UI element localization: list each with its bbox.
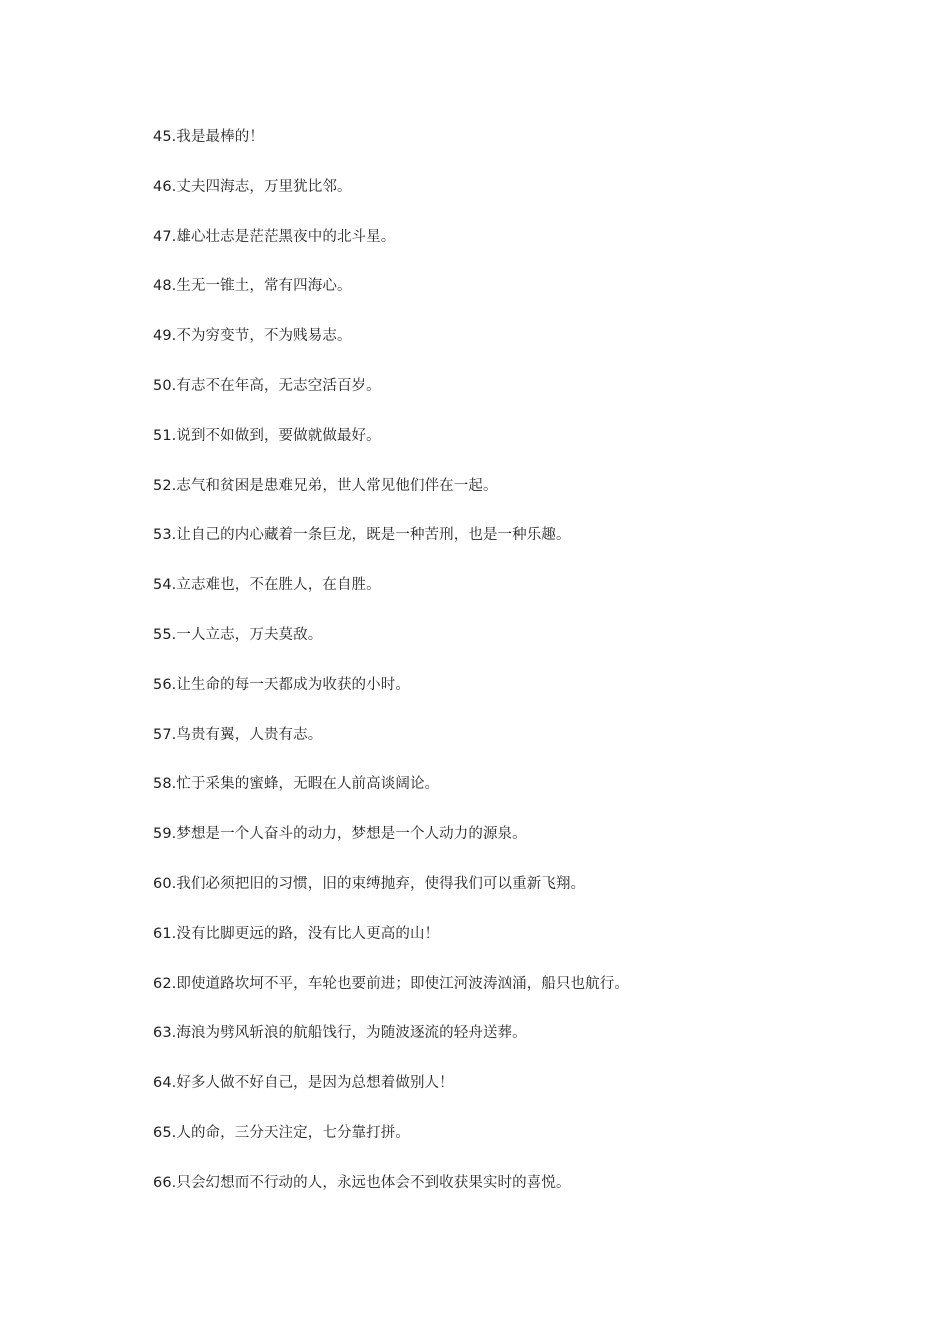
quote-line: 48.生无一锥土，常有四海心。	[153, 278, 352, 295]
quote-line: 65.人的命，三分天注定，七分靠打拼。	[153, 1124, 410, 1141]
quote-line: 53.让自己的内心藏着一条巨龙，既是一种苦刑，也是一种乐趣。	[153, 527, 571, 544]
quote-line: 56.让生命的每一天都成为收获的小时。	[153, 676, 410, 693]
quote-line: 58.忙于采集的蜜蜂，无暇在人前高谈阔论。	[153, 776, 440, 793]
quote-line: 50.有志不在年高，无志空活百岁。	[153, 377, 381, 394]
quote-line: 61.没有比脚更远的路，没有比人更高的山！	[153, 925, 440, 942]
quote-line: 57.鸟贵有翼，人贵有志。	[153, 726, 323, 743]
quote-line: 47.雄心壮志是茫茫黑夜中的北斗星。	[153, 228, 396, 245]
quote-line: 51.说到不如做到，要做就做最好。	[153, 427, 381, 444]
quote-line: 66.只会幻想而不行动的人，永远也体会不到收获果实时的喜悦。	[153, 1174, 571, 1191]
quote-line: 64.好多人做不好自己，是因为总想着做别人！	[153, 1075, 454, 1092]
quote-line: 46.丈夫四海志，万里犹比邻。	[153, 178, 352, 195]
quote-line: 45.我是最棒的！	[153, 129, 264, 145]
quote-line: 62.即使道路坎坷不平，车轮也要前进；即使江河波涛汹涌，船只也航行。	[153, 975, 629, 992]
quote-list	[153, 127, 629, 1223]
quote-line: 54.立志难也，不在胜人，在自胜。	[153, 577, 381, 594]
quote-line: 49.不为穷变节，不为贱易志。	[153, 328, 352, 345]
quote-line: 63.海浪为劈风斩浪的航船饯行，为随波逐流的轻舟送葬。	[153, 1025, 527, 1042]
quote-line: 60.我们必须把旧的习惯，旧的束缚抛弃，使得我们可以重新飞翔。	[153, 875, 586, 892]
quote-line: 52.志气和贫困是患难兄弟，世人常见他们伴在一起。	[153, 477, 498, 494]
quote-line: 59.梦想是一个人奋斗的动力，梦想是一个人动力的源泉。	[153, 826, 527, 843]
quote-line: 55.一人立志，万夫莫敌。	[153, 626, 323, 643]
